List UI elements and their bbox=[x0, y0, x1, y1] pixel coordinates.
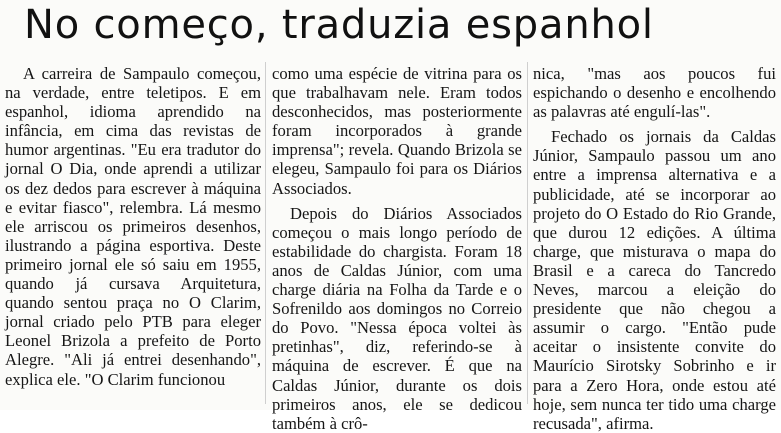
paragraph: Depois do Diários Associados começou o mais longo período de estabilidade do chargista. Foram 18 anos de Caldas Júnior, com uma charge diária na Folha da Tarde e o Sofrenildo aos domingos no Correio do Povo. "Nessa época voltei às pretinhas", diz, referindo-se à máquina de escrever. É que na Caldas Júnior, durante os dois primeiros anos, ele se dedicou também à crô- bbox=[272, 203, 522, 433]
paragraph: A carreira de Sampaulo começou, na verdade, entre teletipos. E em espanhol, idioma aprendido na infância, em cima das revistas de humor argentinas. "Eu era tradutor do jornal O Dia, onde aprendi a utilizar os dez dedos para escrever à máquina e evitar fiasco", relembra. Lá mesmo ele arriscou os primeiros desenhos, ilustrando a página esportiva. Deste primeiro jornal ele só saiu em 1955, quando já cursava Arquitetura, quando sentou praça no O Clarim, jornal criado pelo PTB para eleger Leonel Brizola a prefeito de Porto Alegre. "Ali já entrei desenhando", explica ele. "O Clarim funcionou bbox=[5, 64, 261, 389]
paragraph: nica, "mas aos poucos fui espichando o desenho e encolhendo as palavras até engulí-las". bbox=[533, 64, 776, 122]
headline: No começo, traduzia espanhol bbox=[24, 2, 654, 48]
article-column-1 bbox=[5, 64, 261, 389]
column-divider bbox=[265, 62, 266, 404]
paragraph: Fechado os jornais da Caldas Júnior, Sampaulo passou um ano entre a imprensa alternativa e a publicidade, até se incorporar ao projeto do O Estado do Rio Grande, que durou 12 edições. A última charge, que misturava o mapa do Brasil e a careca do Tancredo Neves, marcou a eleição do presidente que não chegou a assumir o cargo. "Então pude aceitar o insistente convite do Maurício Sirotsky Sobrinho e ir para a Zero Hora, onde estou até hoje, sem nunca ter tido uma charge recusada", afirma. bbox=[533, 127, 776, 433]
column-divider bbox=[527, 62, 528, 404]
article-column-2 bbox=[272, 64, 522, 433]
article-column-3 bbox=[533, 64, 776, 433]
paragraph: como uma espécie de vitrina para os que trabalhavam nele. Eram todos desconhecidos, mas posteriormente foram incorporados à grande imprensa"; revela. Quando Brizola se elegeu, Sampaulo foi para os Diários Associados. bbox=[272, 64, 522, 198]
